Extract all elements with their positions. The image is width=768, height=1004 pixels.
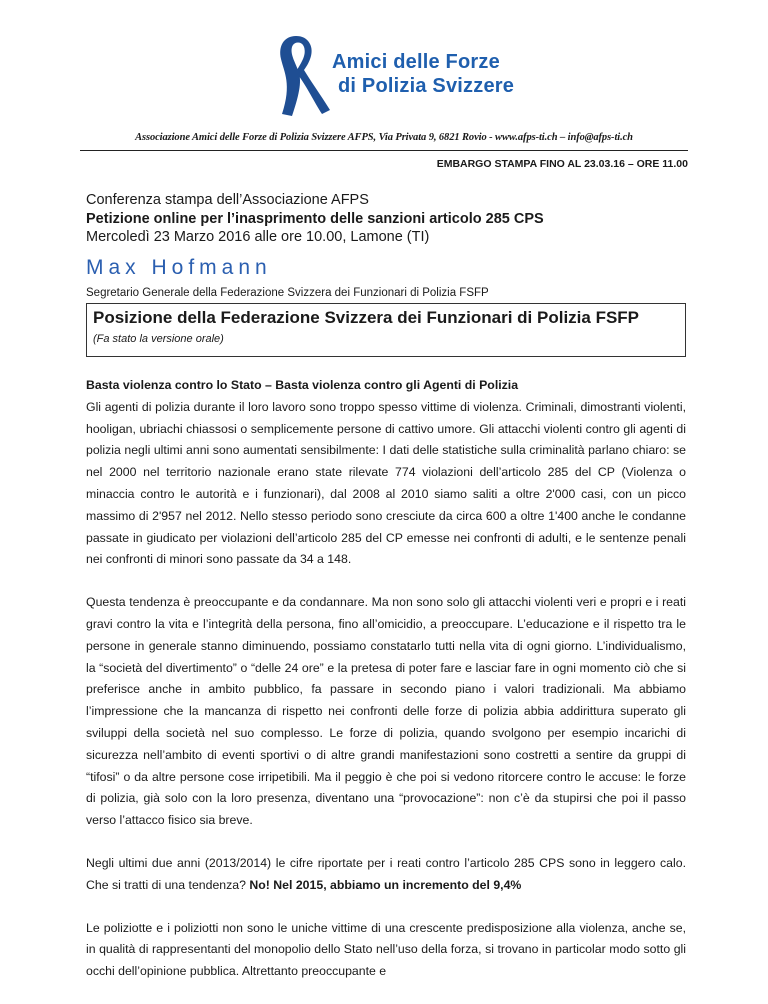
document-body	[86, 375, 686, 1004]
conference-date: Mercoledì 23 Marzo 2016 alle ore 10.00, Lamone (TI)	[86, 229, 430, 245]
conference-title: Conferenza stampa dell’Associazione AFPS	[86, 192, 369, 208]
paragraph-2: Questa tendenza è preoccupante e da condannare. Ma non sono solo gli attacchi violenti veri e propri e i reati gravi contro la vita e l’integrità della persona, fino all’omicidio, a preoccupare. L’educazione e il rispetto tra le persone in generale stanno diminuendo, possiamo constatarlo tutti nella vita di ogni giorno. L’individualismo, la “società del divertimento” o “delle 24 ore” e la pretesa di poter fare e lasciar fare in ogni momento ciò che si preferisce anche in ambito pubblico, fa passare in secondo piano i valori tradizionali. Ma abbiamo l’impressione che la mancanza di rispetto nei confronti delle forze di polizia abbia addirittura superato gli sviluppi della società nel suo complesso. Le forze di polizia, quando svolgono per esempio incarichi di sicurezza nell’ambito di eventi sportivi o di altre grandi manifestazioni sono costretti a sentire da gruppi di “tifosi” o da altre persone cose irripetibili. Ma il peggio è che poi si vedono ritorcere contro le accuse: le forze di polizia, già solo con la loro presenza, diventano una “provocazione”: non c’è da stupirsi che poi il passo verso l’attacco fisico sia breve.	[86, 595, 686, 828]
paragraph-3-text: Negli ultimi due anni (2013/2014) le cifre riportate per i reati contro l’articolo 285 CPS sono in leggero calo. Che si tratti di una tendenza?	[86, 855, 686, 892]
association-logo	[262, 32, 532, 117]
position-subtitle: (Fa stato la versione orale)	[93, 333, 224, 345]
position-title: Posizione della Federazione Svizzera dei Funzionari di Polizia FSFP	[93, 308, 640, 327]
conference-petition: Petizione online per l’inasprimento delle sanzioni articolo 285 CPS	[86, 210, 544, 227]
association-address: Associazione Amici delle Forze di Polizia Svizzere AFPS, Via Privata 9, 6821 Rovio - www.afps-ti.ch – info@afps-ti.ch	[135, 132, 633, 143]
paragraph-3-highlight: No! Nel 2015, abbiamo un incremento del 9,4%	[249, 877, 522, 892]
logo-line-1: Amici delle Forze	[332, 51, 500, 73]
logo-line-2: di Polizia Svizzere	[338, 75, 515, 97]
paragraph-1: Gli agenti di polizia durante il loro lavoro sono troppo spesso vittime di violenza. Criminali, dimostranti violenti, hooligan, ubriachi chiassosi o semplicemente persone di cattivo umore. Gli attacchi violenti contro gli agenti di polizia negli ultimi anni sono aumentati sensibilmente: I dati delle statistiche sulla criminalità parlano chiaro: se nel 2000 nel territorio nazionale erano state rilevate 774 violazioni dell’articolo 285 del CP (Violenza o minaccia contro le autorità e i funzionari), dal 2008 al 2010 siamo saliti a oltre 2'000 casi, con un picco massimo di 2'957 nel 2012. Nello stesso periodo sono cresciute da circa 600 a oltre 1'400 anche le condanne passate in giudicato per violazioni dell’articolo 285 del CP emesse nei confronti di adulti, e le sentenze penali nei confronti di minori sono passate da 34 a 148.	[86, 399, 686, 567]
paragraph-4: Le poliziotte e i poliziotti non sono le uniche vittime di una crescente predisposizione alla violenza, anche se, in qualità di rappresentanti del monopolio dello Stato nell’uso della forza, si trovano in particolar modo sotto gli occhi dell’opinione pubblica. Altrettanto preoccupante e	[86, 920, 686, 979]
ribbon-icon	[262, 32, 332, 117]
embargo-notice: EMBARGO STAMPA FINO AL 23.03.16 – ORE 11.00	[436, 158, 688, 170]
header-divider	[80, 150, 688, 151]
conference-info	[86, 191, 544, 247]
section-heading: Basta violenza contro lo Stato – Basta violenza contro gli Agenti di Polizia	[86, 378, 519, 392]
speaker-name: Max Hofmann	[86, 256, 272, 279]
position-box	[86, 303, 686, 357]
speaker-role: Segretario Generale della Federazione Svizzera dei Funzionari di Polizia FSFP	[86, 287, 489, 299]
paragraph-3	[86, 853, 686, 897]
